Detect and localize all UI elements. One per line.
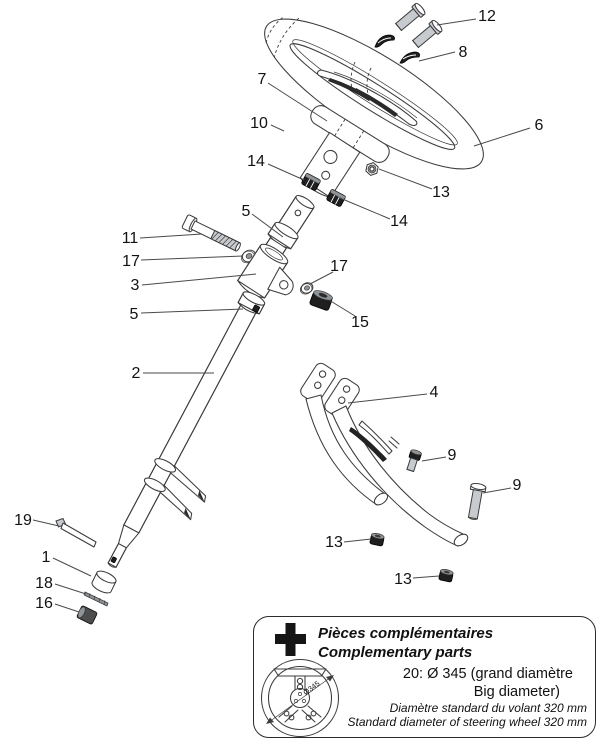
wheel-dimension-label: Ø345 bbox=[301, 678, 322, 698]
callout-9-upper: 9 bbox=[447, 447, 457, 464]
spacer-drawing bbox=[76, 605, 97, 624]
support-bracket-drawing bbox=[298, 361, 469, 548]
legend-size-line1: 20: Ø 345 (grand diamètre bbox=[402, 666, 573, 682]
callout-16: 16 bbox=[35, 595, 53, 612]
callout-13-mid: 13 bbox=[325, 534, 343, 551]
pin-drawing bbox=[84, 592, 108, 606]
callout-8: 8 bbox=[458, 44, 468, 61]
callout-3: 3 bbox=[130, 277, 140, 294]
nut-drawing bbox=[370, 532, 385, 546]
bolt-drawing bbox=[465, 482, 486, 520]
legend-note-en: Standard diameter of steering wheel 320 mm bbox=[347, 714, 587, 729]
legend-box bbox=[253, 616, 596, 738]
callout-labels bbox=[14, 8, 543, 612]
plus-icon bbox=[275, 623, 306, 656]
callout-19: 19 bbox=[14, 512, 32, 529]
callout-11: 11 bbox=[121, 230, 139, 247]
nut-drawing bbox=[439, 568, 454, 582]
clip-drawing bbox=[375, 35, 395, 47]
callout-2: 2 bbox=[131, 365, 141, 382]
callout-5-lower: 5 bbox=[129, 306, 139, 323]
callout-14-right: 14 bbox=[390, 213, 408, 230]
callout-18: 18 bbox=[35, 575, 53, 592]
nut-drawing bbox=[309, 289, 333, 311]
callout-17-right: 17 bbox=[330, 258, 348, 275]
legend-title bbox=[318, 624, 493, 662]
callout-13-bottom: 13 bbox=[394, 571, 412, 588]
leader-lines bbox=[33, 19, 530, 612]
nut-drawing bbox=[365, 161, 379, 176]
callout-4: 4 bbox=[429, 384, 439, 401]
legend-standard-note bbox=[348, 702, 587, 729]
legend-title-en: Complementary parts bbox=[318, 644, 473, 661]
pin-drawing bbox=[56, 519, 96, 548]
legend-note-fr: Diamètre standard du volant 320 mm bbox=[389, 701, 587, 715]
callout-9-lower: 9 bbox=[512, 477, 522, 494]
column-tube-drawing bbox=[101, 289, 302, 591]
steering-wheel-icon bbox=[257, 656, 343, 738]
callout-17-left: 17 bbox=[122, 253, 140, 270]
callout-1: 1 bbox=[41, 549, 51, 566]
bolt-drawing bbox=[405, 449, 422, 472]
callout-10: 10 bbox=[250, 115, 268, 132]
screw-drawing bbox=[411, 19, 443, 49]
bushing-drawing bbox=[90, 569, 117, 596]
callout-12: 12 bbox=[478, 8, 496, 25]
legend-size-note bbox=[403, 665, 573, 701]
callout-14-left: 14 bbox=[247, 153, 265, 170]
callout-6: 6 bbox=[534, 117, 544, 134]
legend-size-line2: Big diameter) bbox=[473, 684, 560, 700]
callout-15: 15 bbox=[351, 314, 369, 331]
callout-13-top: 13 bbox=[432, 184, 450, 201]
legend-title-fr: Pièces complémentaires bbox=[318, 625, 494, 642]
callout-7: 7 bbox=[257, 71, 267, 88]
screw-drawing bbox=[394, 2, 426, 32]
callout-5-upper: 5 bbox=[241, 203, 251, 220]
clip-drawing bbox=[400, 52, 420, 63]
